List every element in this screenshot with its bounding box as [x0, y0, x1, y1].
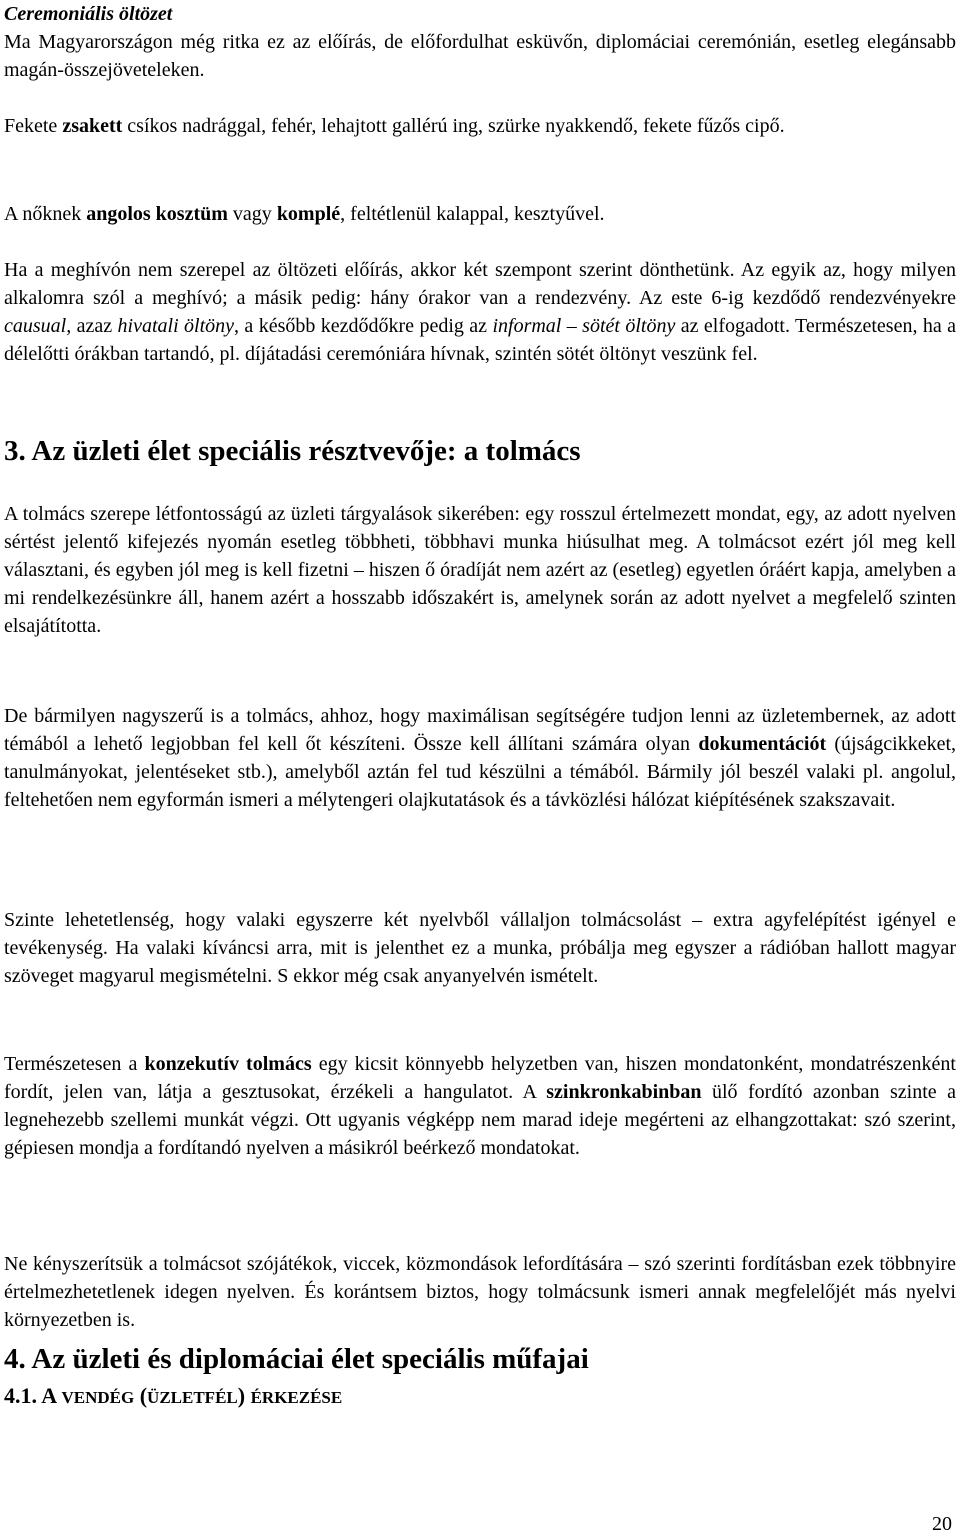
term-causual: causual, [4, 315, 72, 337]
interpreter-paragraph-5: Ne kényszerítsük a tolmácsot szójátékok, viccek, közmondások lefordítására – szó szerinti fordításban ezek többnyire értelmezhetetlenek idegen nyelven. És korántsem biztos, hogy tolmácsunk ismeri annak megfelelőjét más nyelvi környezetben is. [4, 1253, 956, 1331]
section-4-heading: 4. Az üzleti és diplomáciai élet speciális műfajai [4, 1343, 589, 1375]
no-dress-code-paragraph: Ha a meghívón nem szerepel az öltözeti előírás, akkor két szempont szerint dönthetünk. Az egyik az, hogy milyen alkalomra szól a meghívó; a másik pedig: hány órakor van a rendezvény. Az este 6-ig kezdődő rendezvényekre causual, azaz hivatali öltöny, a később kezdődőkre pedig az informal – sötét öltöny az elfogadott. Természetesen, ha a délelőtti órákban tartandó, pl. díjátadási ceremóniára hívnak, szintén sötét öltönyt veszünk fel. [4, 259, 957, 365]
section-3-heading: 3. Az üzleti élet speciális résztvevője: a tolmács [4, 435, 581, 467]
interpreter-paragraph-3: Szinte lehetetlenség, hogy valaki egyszerre két nyelvből vállaljon tolmácsolást – extra agyfelépítést igényel e tevékenység. Ha valaki kíváncsi arra, mit is jelenthet ez a munka, próbálja meg egyszer a rádióban hallott magyar szöveget magyarul megismételni. S ekkor még csak anyanyelvén ismételt. [4, 909, 956, 987]
men-attire-paragraph: Fekete zsakett csíkos nadrággal, fehér, lehajtott gallérú ing, szürke nyakkendő, fekete fűzős cipő. [4, 115, 785, 137]
ceremonial-section [4, 0, 956, 84]
term-informal: informal – sötét öltöny [492, 315, 676, 337]
ceremonial-title: Ceremoniális öltözet [4, 3, 173, 25]
interpreter-paragraph-1: A tolmács szerepe létfontosságú az üzleti tárgyalások sikerében: egy rosszul értelmezett mondat, egy, az adott nyelven sértést jelentő kifejezés nyomán esetleg többheti, többhavi munka hiúsulhat meg. A tolmácsot ezért jól meg kell választani, és egyben jól meg is kell fizetni – hiszen ő óradíját nem azért az (esetleg) egyetlen óráért kapja, amelyben a mi rendelkezésünkre áll, hanem azért a hosszabb időszakért is, amelynek során az adott nyelvet a megfelelő szinten elsajátította. [4, 503, 956, 637]
women-attire-paragraph: A nőknek angolos kosztüm vagy komplé, feltétlenül kalappal, kesztyűvel. [4, 203, 605, 225]
interpreter-paragraph-4: Természetesen a konzekutív tolmács egy kicsit könnyebb helyzetben van, hiszen mondatonként, mondatrészenként fordít, jelen van, látja a gesztusokat, érzékeli a hangulatot. A szinkronkabinban ülő fordító azonban szinte a legnehezebb szellemi munkát végzi. Ott ugyanis végképp nem marad ideje megérteni az elhangzottakat: szó szerint, gépiesen mondja a fordítandó nyelven a másikról beérkező mondatokat. [4, 1053, 956, 1159]
ceremonial-intro: Ma Magyarországon még ritka ez az előírás, de előfordulhat esküvőn, diplomáciai ceremónián, esetleg elegánsabb magán-összejöveteleken. [4, 31, 956, 81]
interpreter-paragraph-2: De bármilyen nagyszerű is a tolmács, ahhoz, hogy maximálisan segítségére tudjon lenni az üzletembernek, az adott témából a lehető legjobban fel kell őt készíteni. Össze kell állítani számára olyan dokumentációt (újságcikkeket, tanulmányokat, jelentéseket stb.), amelyből aztán fel tud készülni a témából. Bármily jól beszél valaki pl. angolul, feltehetően nem egyformán ismeri a mélytengeri olajkutatások és a távközlési hálózat kiépítésének szakszavait. [4, 705, 957, 811]
term-komple: komplé [276, 203, 341, 225]
term-zsakett: zsakett [62, 115, 123, 137]
term-angolos-kosztum: angolos kosztüm [86, 203, 228, 225]
term-szinkronkabin: szinkronkabinban [546, 1081, 702, 1103]
term-dokumentacio: dokumentációt [698, 733, 827, 755]
term-konzekutiv-tolmacs: konzekutív tolmács [144, 1053, 312, 1075]
term-hivatali-oltony: hivatali öltöny [117, 315, 235, 337]
page-number: 20 [932, 1513, 952, 1535]
subsection-4-1-heading: 4.1. A VENDÉG (ÜZLETFÉL) ÉRKEZÉSE [4, 1383, 343, 1408]
